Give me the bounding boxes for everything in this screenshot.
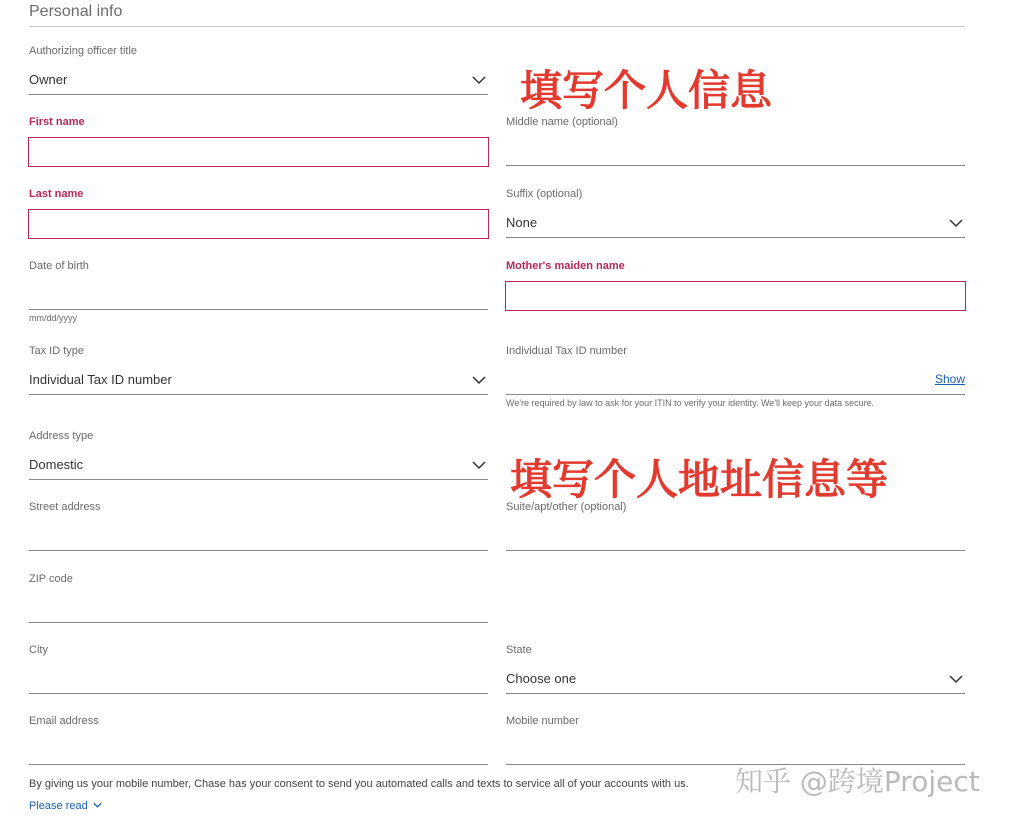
middle-name-input[interactable] bbox=[506, 137, 965, 165]
zip-input[interactable] bbox=[29, 595, 488, 622]
tax-id-type-select[interactable] bbox=[29, 368, 488, 394]
show-tax-id-link[interactable]: Show bbox=[935, 372, 966, 386]
address-type-label: Address type bbox=[29, 430, 94, 442]
street-input[interactable] bbox=[29, 523, 488, 550]
section-divider bbox=[29, 26, 965, 27]
last-name-input[interactable] bbox=[28, 209, 489, 239]
suite-underline bbox=[506, 550, 965, 551]
city-input[interactable] bbox=[29, 666, 488, 693]
middle-name-underline bbox=[506, 165, 965, 166]
last-name-label: Last name bbox=[29, 188, 84, 200]
dob-hint: mm/dd/yyyy bbox=[29, 313, 78, 323]
street-underline bbox=[29, 550, 488, 551]
maiden-name-label: Mother's maiden name bbox=[506, 260, 625, 272]
suite-input[interactable] bbox=[506, 523, 965, 550]
chevron-down-icon bbox=[949, 218, 963, 228]
maiden-name-input[interactable] bbox=[505, 281, 966, 311]
annotation-personal-info: 填写个人信息 bbox=[520, 66, 773, 115]
chevron-down-icon bbox=[472, 75, 486, 85]
tax-id-number-hint: We're required by law to ask for your ITIN to verify your identity. We'll keep your data secure. bbox=[506, 398, 875, 408]
tax-id-type-label: Tax ID type bbox=[29, 345, 85, 357]
dob-label: Date of birth bbox=[29, 260, 89, 272]
state-label: State bbox=[506, 644, 532, 656]
consent-text: By giving us your mobile number, Chase has your consent to send you automated calls and texts to service all of your accounts with us. bbox=[29, 778, 689, 790]
tax-id-number-label: Individual Tax ID number bbox=[506, 345, 627, 357]
street-label: Street address bbox=[29, 501, 101, 513]
tax-id-type-underline bbox=[29, 394, 488, 395]
suffix-label: Suffix (optional) bbox=[506, 188, 583, 200]
middle-name-label: Middle name (optional) bbox=[506, 116, 618, 128]
suite-label: Suite/apt/other (optional) bbox=[506, 501, 627, 513]
tax-id-type-value: Individual Tax ID number bbox=[29, 372, 172, 387]
dob-input[interactable] bbox=[29, 282, 488, 309]
state-select[interactable] bbox=[506, 667, 965, 693]
watermark: 知乎 @跨境Project bbox=[735, 765, 980, 798]
dob-underline bbox=[29, 309, 488, 310]
suffix-value: None bbox=[506, 215, 538, 230]
email-input[interactable] bbox=[29, 737, 488, 764]
officer-title-value: Owner bbox=[29, 72, 68, 87]
please-read-label: Please read bbox=[29, 800, 88, 812]
address-type-underline bbox=[29, 479, 488, 480]
tax-id-number-underline bbox=[506, 394, 965, 395]
chevron-down-icon bbox=[949, 674, 963, 684]
zip-underline bbox=[29, 622, 488, 623]
officer-title-label: Authorizing officer title bbox=[29, 45, 138, 57]
email-label: Email address bbox=[29, 715, 99, 727]
section-title: Personal info bbox=[29, 3, 123, 20]
please-read-link[interactable] bbox=[29, 800, 102, 812]
first-name-input[interactable] bbox=[28, 137, 489, 167]
zip-label: ZIP code bbox=[29, 573, 73, 585]
mobile-label: Mobile number bbox=[506, 715, 579, 727]
chevron-down-icon bbox=[472, 460, 486, 470]
address-type-select[interactable] bbox=[29, 453, 488, 479]
city-label: City bbox=[29, 644, 48, 656]
annotation-address-info: 填写个人地址信息等 bbox=[510, 455, 889, 504]
address-type-value: Domestic bbox=[29, 457, 84, 472]
email-underline bbox=[29, 764, 488, 765]
state-value: Choose one bbox=[506, 671, 577, 686]
city-underline bbox=[29, 693, 488, 694]
tax-id-number-input[interactable] bbox=[506, 367, 926, 394]
officer-title-underline bbox=[29, 94, 488, 95]
officer-title-select[interactable] bbox=[29, 68, 488, 94]
first-name-label: First name bbox=[29, 116, 85, 128]
state-underline bbox=[506, 693, 965, 694]
suffix-underline bbox=[506, 237, 965, 238]
chevron-down-icon bbox=[93, 802, 102, 809]
suffix-select[interactable] bbox=[506, 211, 965, 237]
chevron-down-icon bbox=[472, 375, 486, 385]
